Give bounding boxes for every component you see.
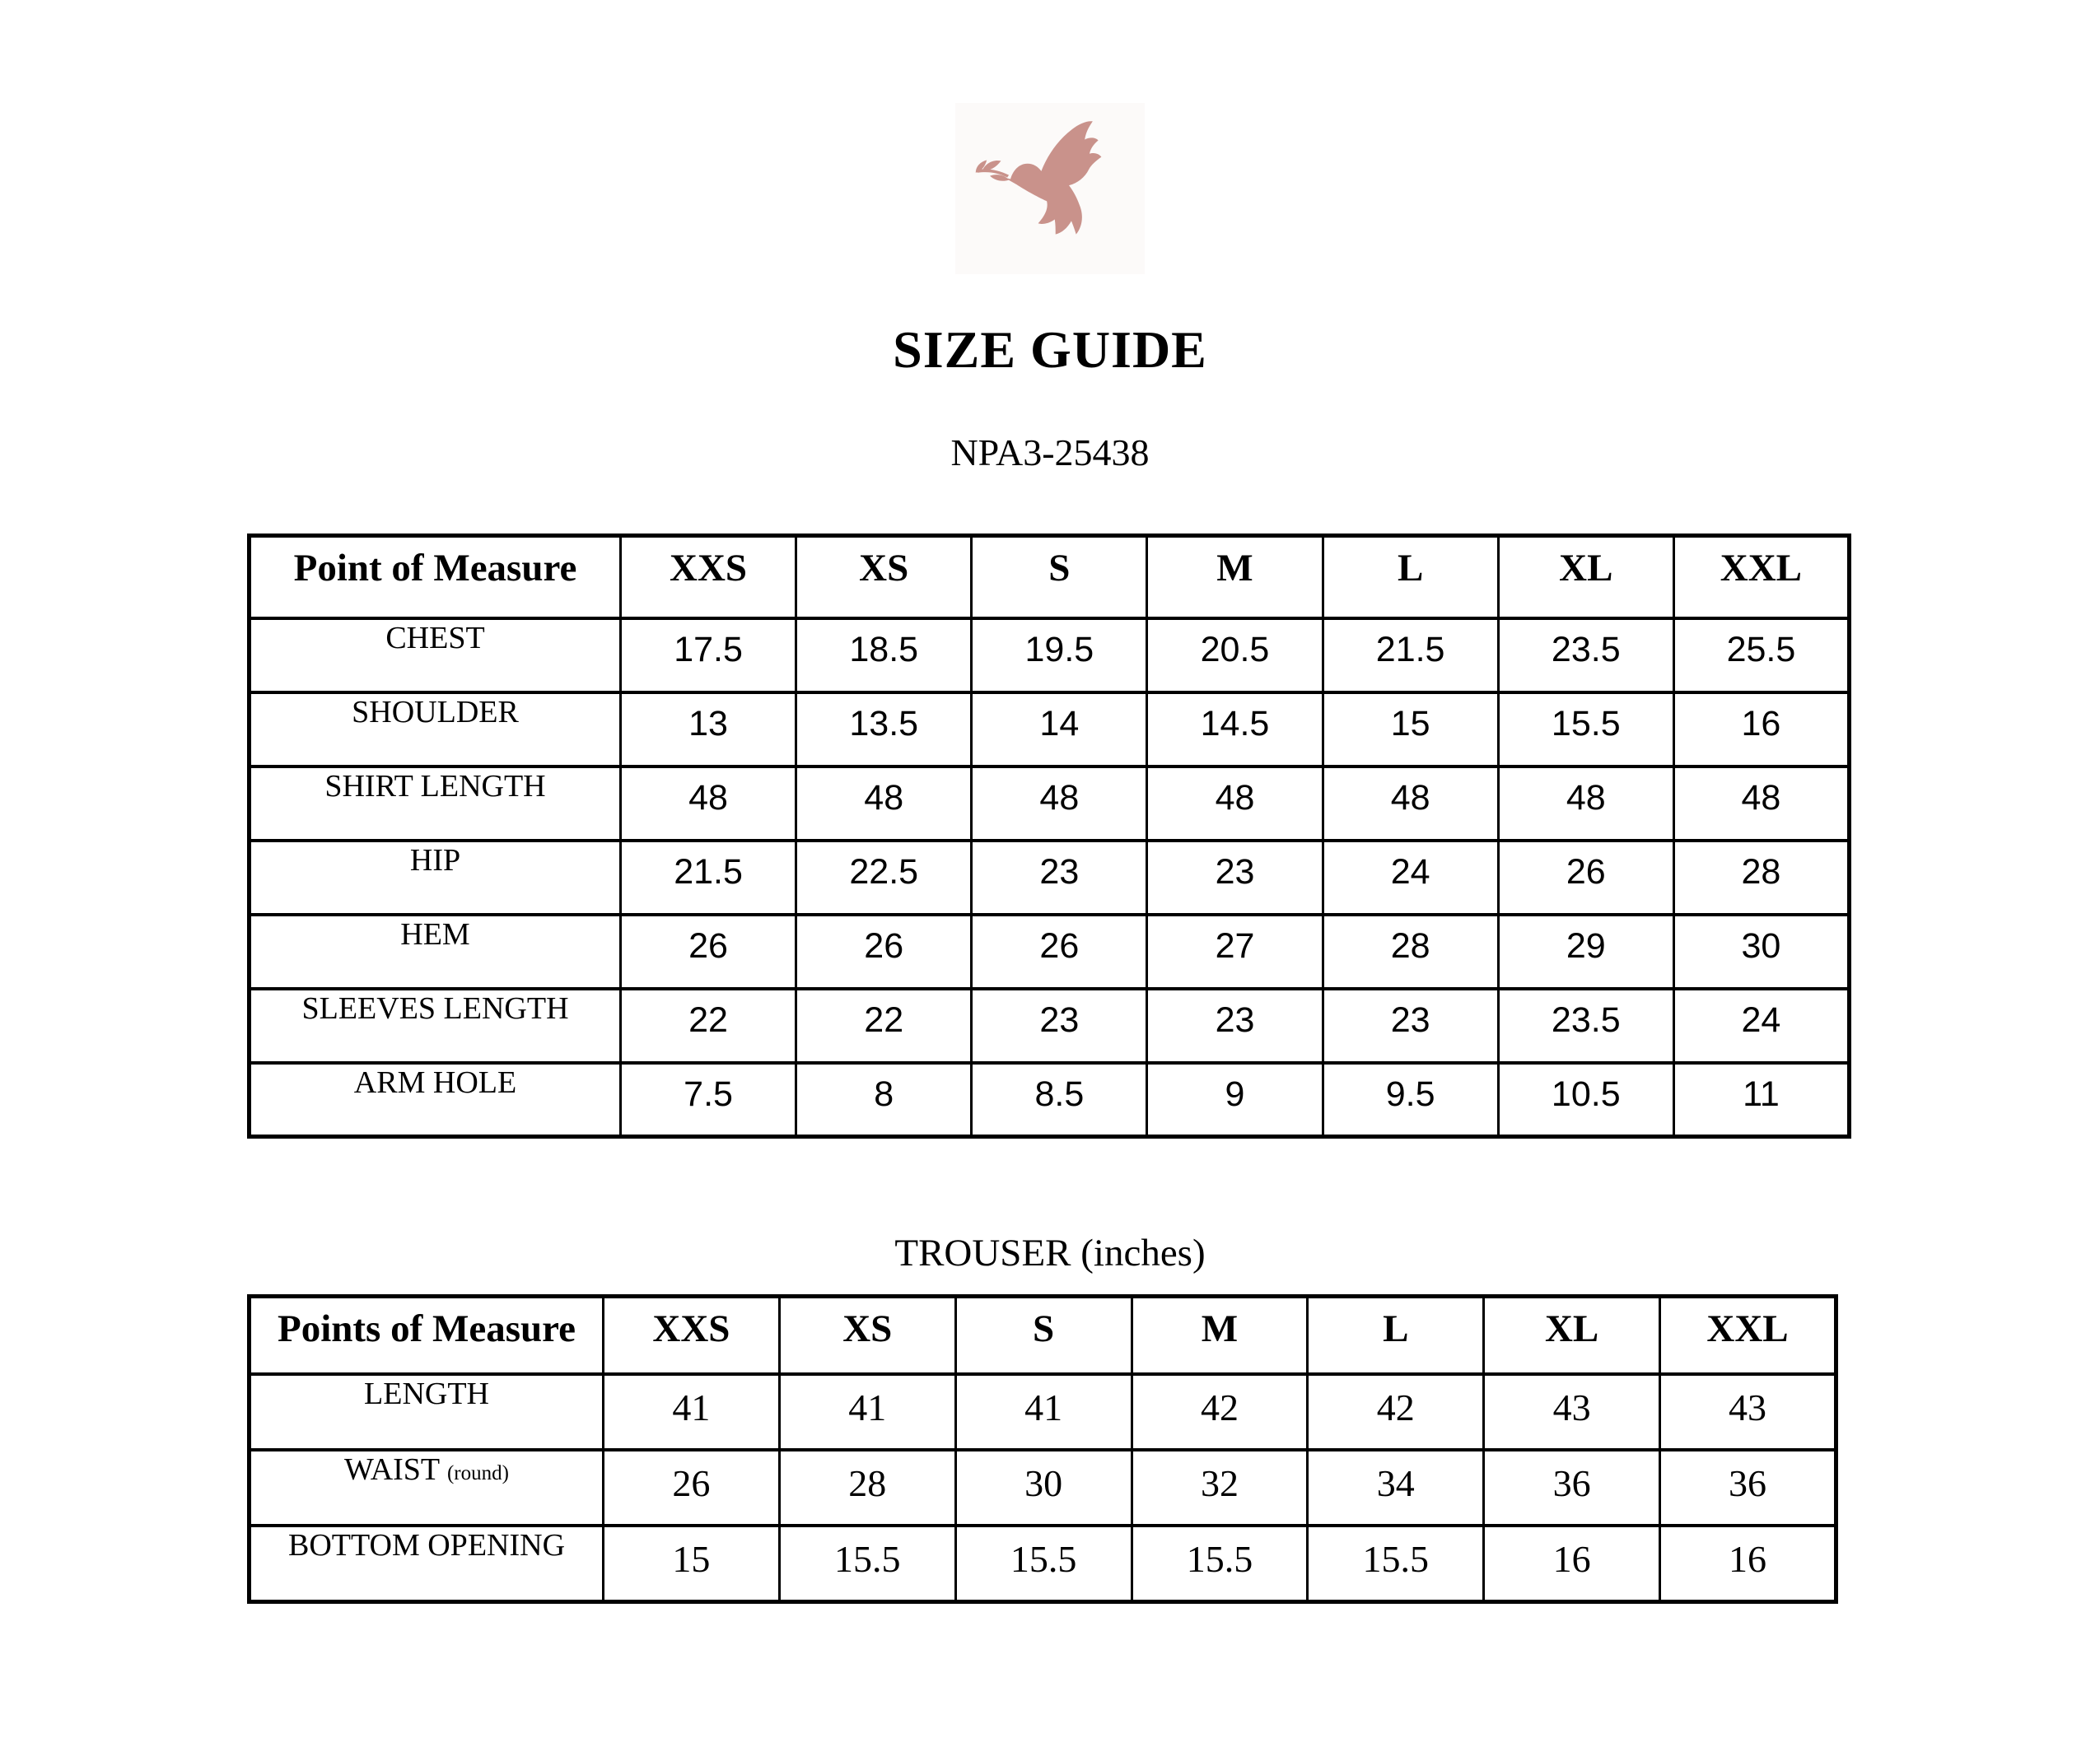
- size-value-cell: 15.5: [779, 1526, 955, 1601]
- size-value-cell: 26: [1498, 841, 1673, 915]
- measure-row-label: [250, 1063, 621, 1137]
- size-value-cell: 23: [1323, 989, 1498, 1063]
- size-value-cell: 32: [1132, 1450, 1308, 1526]
- size-value-cell: 23: [972, 989, 1147, 1063]
- size-value-cell: 7.5: [621, 1063, 796, 1137]
- measure-label-text: HIP: [409, 842, 461, 878]
- size-value-cell: 21.5: [621, 841, 796, 915]
- size-value-cell: 48: [1147, 766, 1323, 841]
- size-value-cell: 36: [1484, 1450, 1660, 1526]
- size-value-cell: 15.5: [1308, 1526, 1484, 1601]
- measure-row-label: [250, 1526, 604, 1601]
- size-value-cell: 24: [1673, 989, 1849, 1063]
- corner-header: Point of Measure: [250, 536, 621, 618]
- size-value-cell: 26: [972, 915, 1147, 989]
- measure-row: [250, 766, 1850, 841]
- size-value-cell: 14.5: [1147, 692, 1323, 766]
- trouser-table-head: [250, 1296, 1836, 1374]
- header-row: [250, 1296, 1836, 1374]
- measure-label-text: ARM HOLE: [353, 1065, 517, 1100]
- measure-row: [250, 1526, 1836, 1601]
- size-value-cell: 22: [796, 989, 972, 1063]
- size-column-header-xxl: XXL: [1660, 1296, 1836, 1374]
- size-value-cell: 15.5: [955, 1526, 1132, 1601]
- corner-header: Points of Measure: [250, 1296, 604, 1374]
- size-value-cell: 26: [796, 915, 972, 989]
- size-value-cell: 41: [955, 1374, 1132, 1450]
- size-column-header-m: M: [1132, 1296, 1308, 1374]
- size-value-cell: 23: [1147, 989, 1323, 1063]
- measure-row: [250, 618, 1850, 692]
- size-value-cell: 43: [1484, 1374, 1660, 1450]
- measure-row-label: [250, 1374, 604, 1450]
- trouser-table-body: [250, 1374, 1836, 1601]
- size-value-cell: 8: [796, 1063, 972, 1137]
- size-value-cell: 13: [621, 692, 796, 766]
- measure-row: [250, 692, 1850, 766]
- measure-row-label: [250, 618, 621, 692]
- measure-row: [250, 1063, 1850, 1137]
- size-value-cell: 19.5: [972, 618, 1147, 692]
- size-value-cell: 36: [1660, 1450, 1836, 1526]
- measure-row: [250, 1374, 1836, 1450]
- size-value-cell: 48: [1498, 766, 1673, 841]
- size-value-cell: 24: [1323, 841, 1498, 915]
- size-value-cell: 8.5: [972, 1063, 1147, 1137]
- measure-row-label: [250, 989, 621, 1063]
- size-value-cell: 17.5: [621, 618, 796, 692]
- size-column-header-m: M: [1147, 536, 1323, 618]
- size-value-cell: 48: [621, 766, 796, 841]
- size-value-cell: 22: [621, 989, 796, 1063]
- measure-row-label: [250, 692, 621, 766]
- size-column-header-xxl: XXL: [1673, 536, 1849, 618]
- measure-row-label: [250, 1450, 604, 1526]
- product-code: NPA3-25438: [950, 431, 1150, 473]
- shirt-table-body: [250, 618, 1850, 1137]
- shirt-table-head: [250, 536, 1850, 618]
- measure-label-text: WAIST: [344, 1452, 440, 1488]
- measure-label-text: BOTTOM OPENING: [287, 1528, 566, 1563]
- size-value-cell: 30: [1673, 915, 1849, 989]
- size-value-cell: 48: [1323, 766, 1498, 841]
- size-value-cell: 42: [1132, 1374, 1308, 1450]
- size-value-cell: 26: [621, 915, 796, 989]
- size-value-cell: 41: [779, 1374, 955, 1450]
- size-value-cell: 48: [1673, 766, 1849, 841]
- size-value-cell: 11: [1673, 1063, 1849, 1137]
- size-value-cell: 43: [1660, 1374, 1836, 1450]
- measure-label-text: CHEST: [385, 620, 485, 655]
- measure-row-label: [250, 915, 621, 989]
- size-column-header-xl: XL: [1484, 1296, 1660, 1374]
- size-value-cell: 23.5: [1498, 989, 1673, 1063]
- size-value-cell: 28: [779, 1450, 955, 1526]
- measure-row-label: [250, 766, 621, 841]
- size-value-cell: 48: [972, 766, 1147, 841]
- size-value-cell: 15: [1323, 692, 1498, 766]
- size-column-header-xs: XS: [796, 536, 972, 618]
- size-value-cell: 26: [604, 1450, 780, 1526]
- size-value-cell: 29: [1498, 915, 1673, 989]
- size-value-cell: 48: [796, 766, 972, 841]
- size-value-cell: 16: [1484, 1526, 1660, 1601]
- size-value-cell: 34: [1308, 1450, 1484, 1526]
- size-value-cell: 13.5: [796, 692, 972, 766]
- size-column-header-xxs: XXS: [621, 536, 796, 618]
- size-value-cell: 15: [604, 1526, 780, 1601]
- brand-logo: [955, 103, 1145, 274]
- header-row: [250, 536, 1850, 618]
- size-value-cell: 16: [1660, 1526, 1836, 1601]
- dove-icon: [968, 109, 1132, 268]
- size-column-header-xs: XS: [779, 1296, 955, 1374]
- size-value-cell: 25.5: [1673, 618, 1849, 692]
- size-value-cell: 23: [972, 841, 1147, 915]
- size-value-cell: 18.5: [796, 618, 972, 692]
- measure-row: [250, 989, 1850, 1063]
- measure-label-suffix: (round): [446, 1462, 509, 1485]
- size-value-cell: 42: [1308, 1374, 1484, 1450]
- measure-row: [250, 915, 1850, 989]
- size-value-cell: 28: [1323, 915, 1498, 989]
- size-value-cell: 30: [955, 1450, 1132, 1526]
- page-title: SIZE GUIDE: [893, 320, 1207, 379]
- size-value-cell: 23: [1147, 841, 1323, 915]
- size-value-cell: 28: [1673, 841, 1849, 915]
- size-column-header-xxs: XXS: [604, 1296, 780, 1374]
- size-column-header-s: S: [972, 536, 1147, 618]
- trouser-section-heading: TROUSER (inches): [894, 1232, 1206, 1275]
- trouser-size-table: [247, 1294, 1838, 1604]
- size-value-cell: 16: [1673, 692, 1849, 766]
- measure-label-text: SHOULDER: [352, 694, 519, 729]
- size-value-cell: 23.5: [1498, 618, 1673, 692]
- size-value-cell: 15.5: [1498, 692, 1673, 766]
- size-value-cell: 41: [604, 1374, 780, 1450]
- size-column-header-l: L: [1308, 1296, 1484, 1374]
- size-value-cell: 21.5: [1323, 618, 1498, 692]
- size-value-cell: 27: [1147, 915, 1323, 989]
- measure-label-text: SHIRT LENGTH: [324, 768, 546, 804]
- size-value-cell: 14: [972, 692, 1147, 766]
- measure-label-text: LENGTH: [364, 1377, 489, 1412]
- size-value-cell: 15.5: [1132, 1526, 1308, 1601]
- shirt-size-table: [247, 534, 1851, 1139]
- size-value-cell: 9.5: [1323, 1063, 1498, 1137]
- size-column-header-s: S: [955, 1296, 1132, 1374]
- measure-row: [250, 841, 1850, 915]
- size-value-cell: 20.5: [1147, 618, 1323, 692]
- size-value-cell: 9: [1147, 1063, 1323, 1137]
- size-column-header-l: L: [1323, 536, 1498, 618]
- measure-row-label: [250, 841, 621, 915]
- size-value-cell: 22.5: [796, 841, 972, 915]
- measure-label-text: SLEEVES LENGTH: [301, 990, 569, 1026]
- measure-label-text: HEM: [400, 916, 470, 952]
- size-value-cell: 10.5: [1498, 1063, 1673, 1137]
- measure-row: [250, 1450, 1836, 1526]
- size-column-header-xl: XL: [1498, 536, 1673, 618]
